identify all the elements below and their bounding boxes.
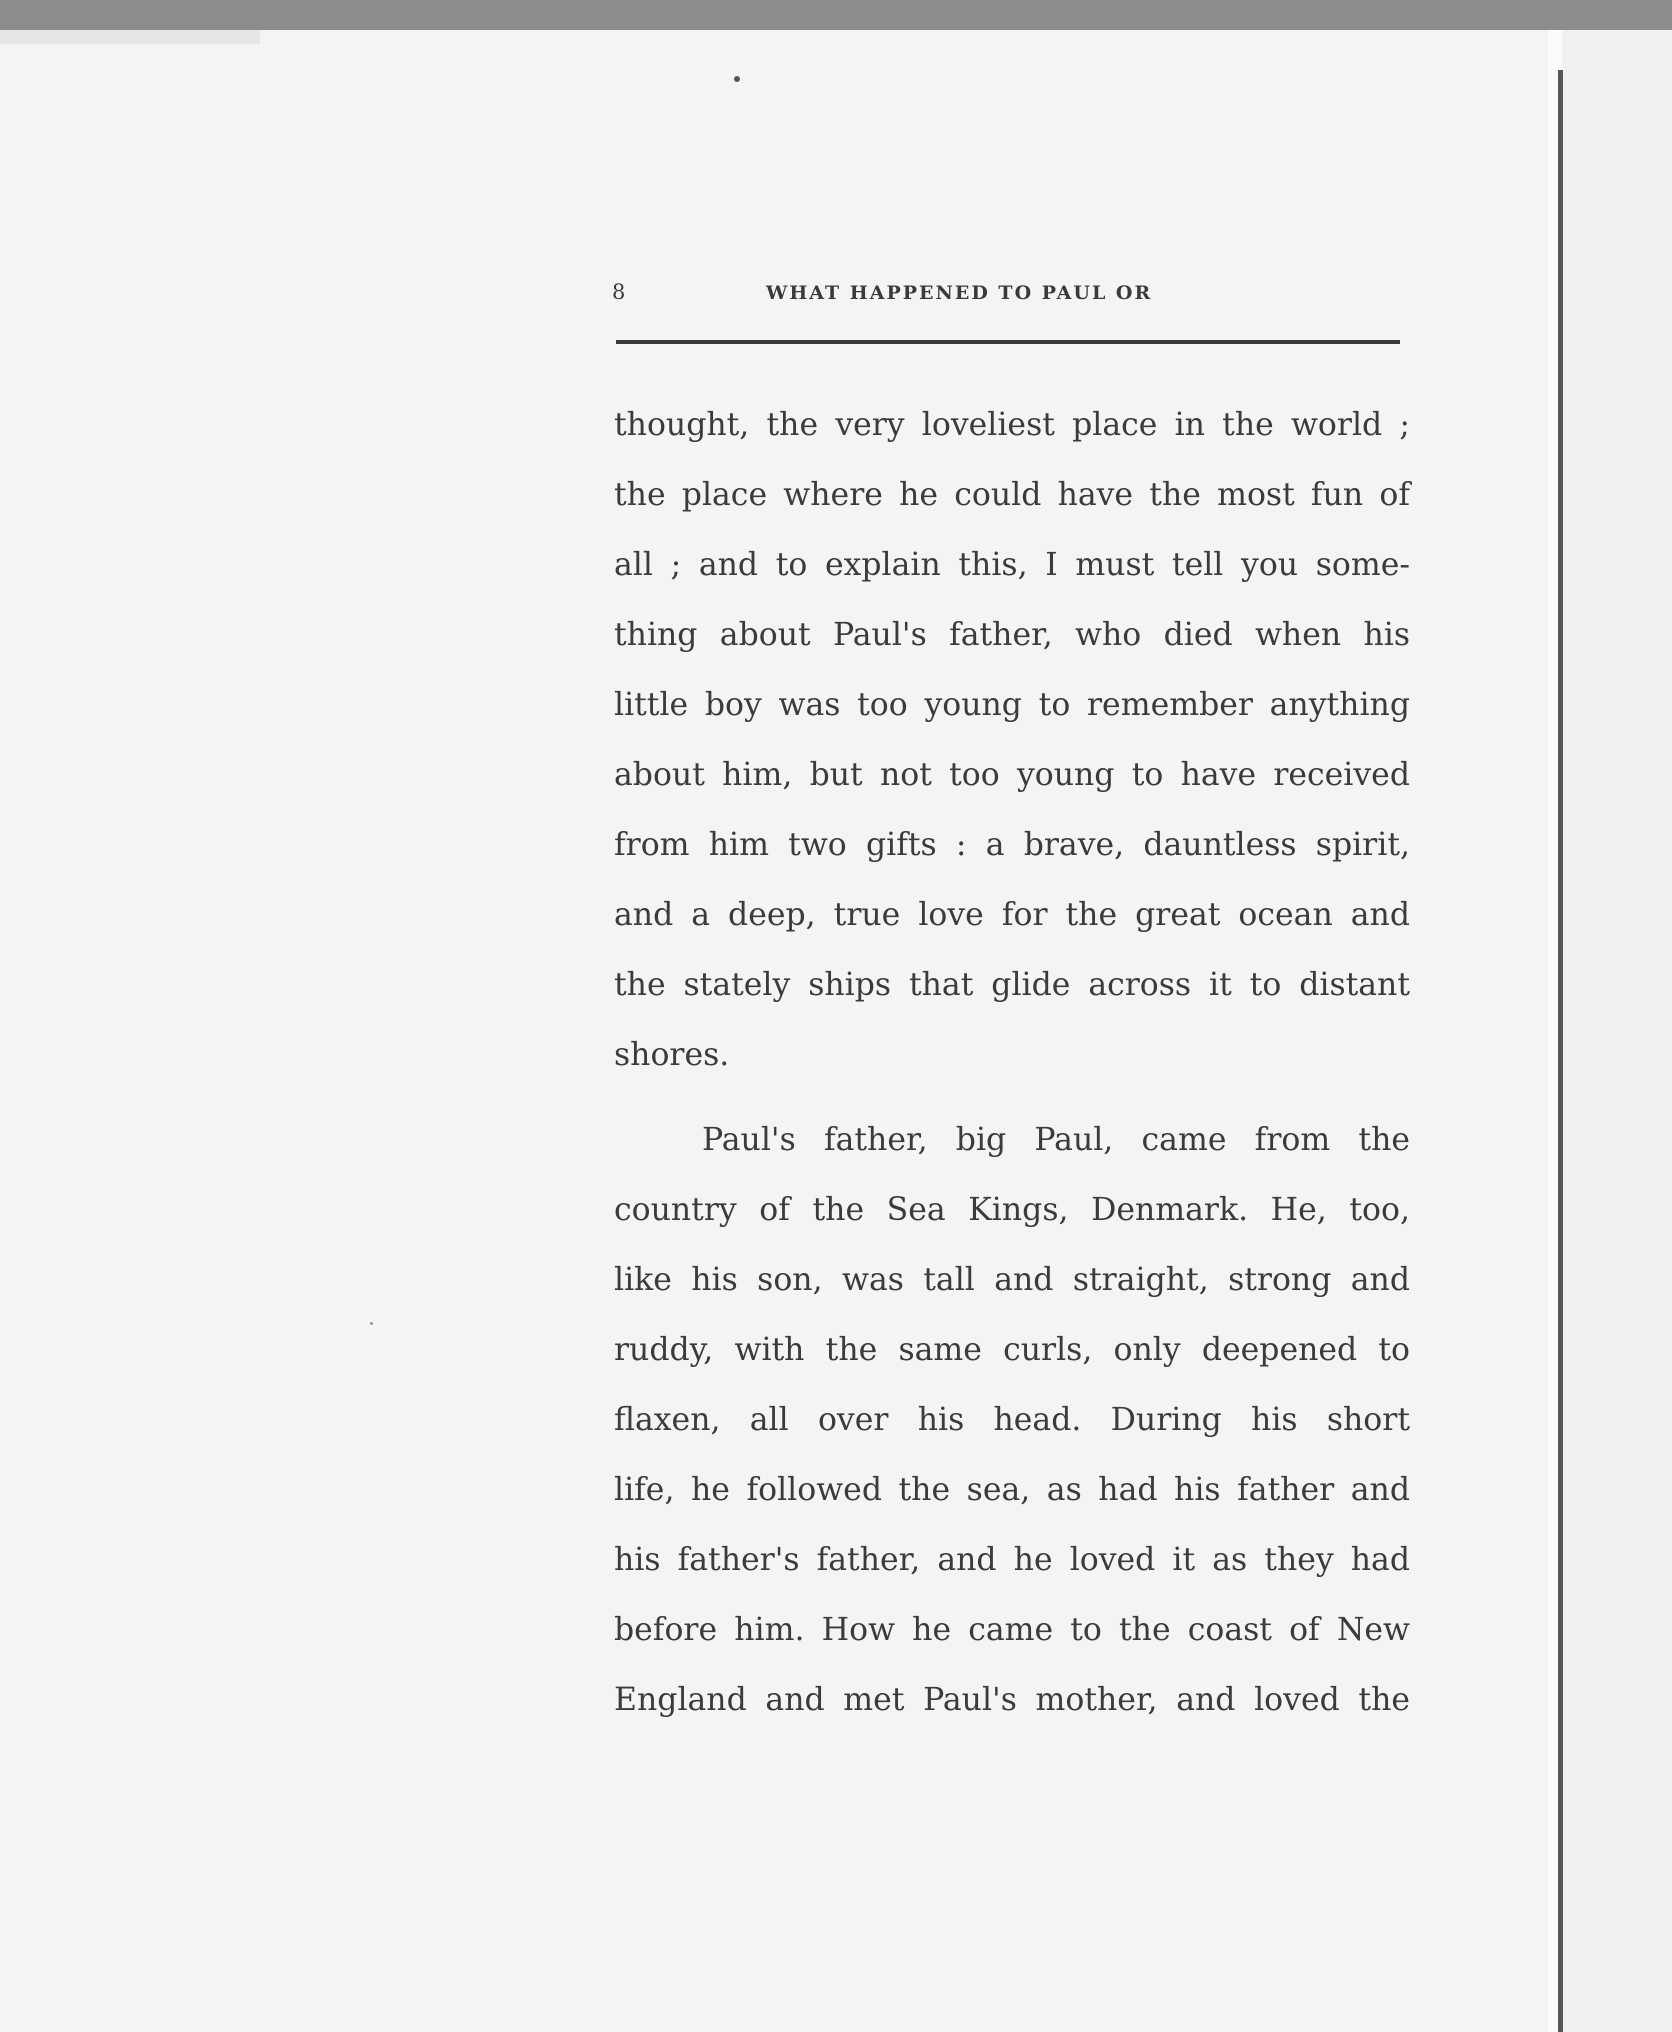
- text-line: ruddy, with the same curls, only deepened to: [614, 1332, 1410, 1368]
- body-text: [614, 390, 1410, 1735]
- text-line: before him. How he came to the coast of New: [614, 1612, 1410, 1648]
- header-rule: [616, 340, 1400, 344]
- text-line: the stately ships that glide across it to distant: [614, 967, 1410, 1003]
- text-line: country of the Sea Kings, Denmark. He, too,: [614, 1192, 1410, 1228]
- text-line: from him two gifts : a brave, dauntless spirit,: [614, 827, 1410, 863]
- running-header: [612, 280, 1402, 310]
- text-line: Paul's father, big Paul, came from the: [702, 1122, 1410, 1158]
- text-line: about him, but not too young to have received: [614, 757, 1410, 793]
- text-line: little boy was too young to remember anything: [614, 687, 1410, 723]
- text-line: flaxen, all over his head. During his short: [614, 1402, 1410, 1438]
- text-line: shores.: [614, 1037, 730, 1073]
- text-line: his father's father, and he loved it as they had: [614, 1542, 1410, 1578]
- text-line: England and met Paul's mother, and loved the: [614, 1682, 1410, 1718]
- text-line: life, he followed the sea, as had his father and: [614, 1472, 1410, 1508]
- text-line: thought, the very loveliest place in the world ;: [614, 407, 1410, 443]
- text-line: thing about Paul's father, who died when his: [614, 617, 1410, 653]
- page-edge: [0, 30, 260, 44]
- text-line: all ; and to explain this, I must tell you some-: [614, 547, 1410, 583]
- text-line: the place where he could have the most fun of: [614, 477, 1410, 513]
- running-title: WHAT HAPPENED TO PAUL OR: [766, 282, 1153, 304]
- paragraph-gap: [614, 1090, 1410, 1105]
- paragraph: [614, 1105, 1410, 1735]
- text-line: and a deep, true love for the great ocean and: [614, 897, 1410, 933]
- page-number: 8: [612, 280, 626, 304]
- paragraph: [614, 390, 1410, 1090]
- ink-speck: [370, 1322, 373, 1325]
- text-line: like his son, was tall and straight, strong and: [614, 1262, 1410, 1298]
- facing-page-edge: [1563, 30, 1672, 2032]
- ink-speck: [734, 76, 740, 82]
